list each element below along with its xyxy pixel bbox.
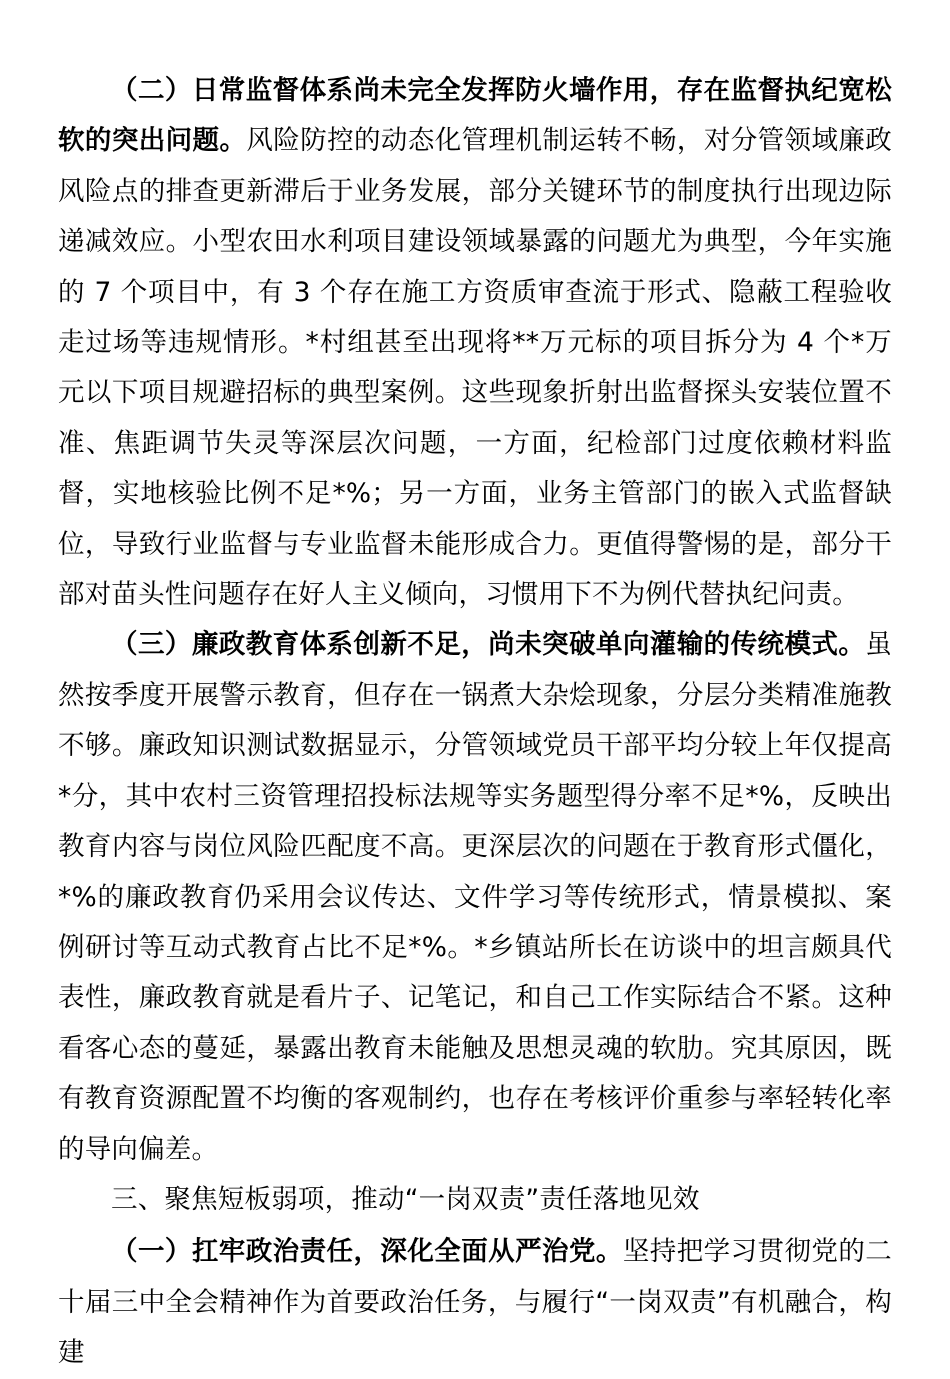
paragraph-heading: （一）扛牢政治责任，深化全面从严治党。 (111, 1236, 623, 1268)
paragraph-heading: （三）廉政教育体系创新不足，尚未突破单向灌输的传统模式。 (111, 629, 866, 661)
paragraph-heading: （二）日常监督体系尚未完全发挥防火墙作用，存在监督执纪宽松软的突出问题。 (58, 75, 892, 157)
paragraph-integrity-education (58, 620, 892, 1174)
paragraph-political-responsibility (58, 1227, 892, 1378)
paragraph-body: 风险防控的动态化管理机制运转不畅，对分管领域廉政风险点的排查更新滞后于业务发展，部分关键环节的制度执行出现边际递减效应。小型农田水利项目建设领域暴露的问题尤为典型，今年实施的 7 个项目中，有 3 个存在施工方资质审查流于形式、隐蔽工程验收走过场等违规情形。*村组甚至出现将**万元标的项目拆分为 4 个*万元以下项目规避招标的典型案例。这些现象折射出监督探头安装位置不准、焦距调节失灵等深层次问题，一方面，纪检部门过度依赖材料监督，实地核验比例不足*%；另一方面，业务主管部门的嵌入式监督缺位，导致行业监督与专业监督未能形成合力。更值得警惕的是，部分干部对苗头性问题存在好人主义倾向，习惯用下不为例代替执纪问责。 (58, 125, 892, 611)
paragraph-body: 坚持把学习贯彻党的二十届三中全会精神作为首要政治任务，与履行“一岗双责”有机融合，构建 (58, 1236, 892, 1369)
document-page (58, 66, 892, 1379)
paragraph-body: 虽然按季度开展警示教育，但存在一锅煮大杂烩现象，分层分类精准施教不够。廉政知识测试数据显示，分管领域党员干部平均分较上年仅提高*分，其中农村三资管理招投标法规等实务题型得分率不足*%，反映出教育内容与岗位风险匹配度不高。更深层次的问题在于教育形式僵化，*%的廉政教育仍采用会议传达、文件学习等传统形式，情景模拟、案例研讨等互动式教育占比不足*%。*乡镇站所长在访谈中的坦言颇具代表性，廉政教育就是看片子、记笔记，和自己工作实际结合不紧。这种看客心态的蔓延，暴露出教育未能触及思想灵魂的软肋。究其原因，既有教育资源配置不均衡的客观制约，也存在考核评价重参与率轻转化率的导向偏差。 (58, 629, 892, 1165)
section-heading: 三、聚焦短板弱项，推动“一岗双责”责任落地见效 (111, 1183, 700, 1215)
paragraph-daily-supervision (58, 66, 892, 620)
